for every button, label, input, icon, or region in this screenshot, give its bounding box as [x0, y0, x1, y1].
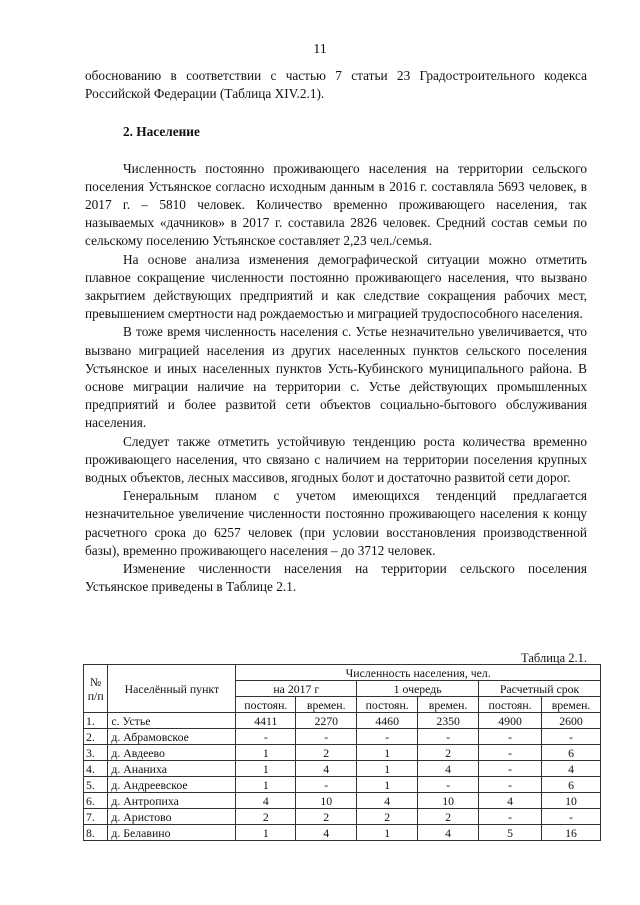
permanent-target-cell: -	[479, 729, 542, 745]
temporary-stage1-cell: 10	[418, 793, 479, 809]
permanent-stage1-cell: 1	[357, 761, 418, 777]
permanent-2017-cell: 1	[236, 777, 296, 793]
permanent-2017-cell: 1	[236, 761, 296, 777]
table-row	[84, 809, 601, 825]
header-target: Расчетный срок	[479, 681, 601, 697]
settlement-name: д. Андреевское	[108, 777, 236, 793]
header-number: № п/п	[84, 665, 108, 713]
temporary-target-cell: 16	[542, 825, 601, 841]
body-text	[85, 67, 587, 596]
row-number: 5.	[84, 777, 108, 793]
settlement-name: д. Аристово	[108, 809, 236, 825]
temporary-target-cell: 2600	[542, 713, 601, 729]
permanent-stage1-cell: 4460	[357, 713, 418, 729]
permanent-target-cell: 4	[479, 793, 542, 809]
header-permanent: постоян.	[357, 697, 418, 713]
temporary-2017-cell: 2270	[296, 713, 357, 729]
permanent-stage1-cell: 1	[357, 745, 418, 761]
row-number: 3.	[84, 745, 108, 761]
section-heading: 2. Население	[123, 124, 200, 140]
permanent-2017-cell: -	[236, 729, 296, 745]
permanent-stage1-cell: 4	[357, 793, 418, 809]
paragraph-table-intro: Изменение численности населения на территории сельского поселения Устьянское приведены в Таблице 2.1.	[85, 561, 587, 595]
row-number: 4.	[84, 761, 108, 777]
header-permanent: постоян.	[236, 697, 296, 713]
row-number: 2.	[84, 729, 108, 745]
permanent-target-cell: 5	[479, 825, 542, 841]
temporary-stage1-cell: 2350	[418, 713, 479, 729]
temporary-2017-cell: 10	[296, 793, 357, 809]
header-population: Численность населения, чел.	[236, 665, 601, 681]
table-row	[84, 761, 601, 777]
permanent-target-cell: -	[479, 745, 542, 761]
population-table	[83, 664, 601, 841]
settlement-name: д. Антропиха	[108, 793, 236, 809]
temporary-2017-cell: 2	[296, 745, 357, 761]
temporary-2017-cell: -	[296, 777, 357, 793]
permanent-stage1-cell: 2	[357, 809, 418, 825]
permanent-stage1-cell: 1	[357, 825, 418, 841]
temporary-stage1-cell: 4	[418, 761, 479, 777]
page-number: 11	[313, 42, 327, 57]
row-number: 1.	[84, 713, 108, 729]
temporary-target-cell: -	[542, 729, 601, 745]
temporary-2017-cell: 4	[296, 761, 357, 777]
settlement-name: д. Белавино	[108, 825, 236, 841]
temporary-2017-cell: -	[296, 729, 357, 745]
row-number: 7.	[84, 809, 108, 825]
temporary-target-cell: 4	[542, 761, 601, 777]
permanent-2017-cell: 4	[236, 793, 296, 809]
temporary-stage1-cell: -	[418, 729, 479, 745]
header-place: Населённый пункт	[108, 665, 236, 713]
permanent-stage1-cell: 1	[357, 777, 418, 793]
settlement-name: д. Авдеево	[108, 745, 236, 761]
header-temporary: времен.	[542, 697, 601, 713]
temporary-2017-cell: 2	[296, 809, 357, 825]
table-row	[84, 713, 601, 729]
permanent-target-cell: -	[479, 761, 542, 777]
temporary-stage1-cell: 2	[418, 745, 479, 761]
permanent-stage1-cell: -	[357, 729, 418, 745]
header-permanent: постоян.	[479, 697, 542, 713]
permanent-2017-cell: 4411	[236, 713, 296, 729]
temporary-2017-cell: 4	[296, 825, 357, 841]
table-row	[84, 729, 601, 745]
settlement-name: д. Ананиха	[108, 761, 236, 777]
permanent-target-cell: -	[479, 809, 542, 825]
paragraph-continuation: обоснованию в соответствии с частью 7 статьи 23 Градостроительного кодекса Российской Федерации (Таблица XIV.2.1).	[85, 68, 587, 102]
table-row	[84, 793, 601, 809]
permanent-target-cell: -	[479, 777, 542, 793]
temporary-target-cell: 10	[542, 793, 601, 809]
permanent-target-cell: 4900	[479, 713, 542, 729]
temporary-stage1-cell: 2	[418, 809, 479, 825]
temporary-target-cell: -	[542, 809, 601, 825]
paragraph-temporary: Следует также отметить устойчивую тенденцию роста количества временно проживающего населения, что связано с наличием на территории поселения крупных водных объектов, лесных массивов, ягодных болот и достаточно развитой сети дорог.	[85, 433, 587, 486]
table-row	[84, 825, 601, 841]
permanent-2017-cell: 2	[236, 809, 296, 825]
temporary-stage1-cell: 4	[418, 825, 479, 841]
header-2017: на 2017 г	[236, 681, 357, 697]
permanent-2017-cell: 1	[236, 745, 296, 761]
settlement-name: с. Устье	[108, 713, 236, 729]
header-temporary: времен.	[418, 697, 479, 713]
table-caption: Таблица 2.1.	[521, 651, 587, 665]
temporary-target-cell: 6	[542, 745, 601, 761]
header-stage1: 1 очередь	[357, 681, 479, 697]
paragraph-population: Численность постоянно проживающего населения на территории сельского поселения Устьянское согласно исходным данным в 2016 г. составляла 5693 человек, в 2017 г. – 5810 человек. Количество временно проживающего населения, так называемых «дачников» в 2017 г. составила 2826 человек. Средний состав семьи по сельскому поселению Устьянское составляет 2,23 чел./семья.	[85, 160, 587, 249]
paragraph-demography: На основе анализа изменения демографической ситуации можно отметить плавное сокращение численности постоянно проживающего населения, что вызвано закрытием действующих предприятий и как следствие сокращения рабочих мест, превышением смертности над рождаемостью и миграцией трудоспособного населения.	[85, 251, 587, 322]
settlement-name: д. Абрамовское	[108, 729, 236, 745]
paragraph-migration: В тоже время численность населения с. Устье незначительно увеличивается, что вызвано миграцией населения из других населенных пунктов сельского поселения Устьянское и иных населенных пунктов Усть-Кубинского муниципального района. В основе миграции наличие на территории с. Устье действующих промышленных предприятий и более развитой сети объектов социально-бытового обслуживания населения.	[85, 324, 587, 431]
row-number: 6.	[84, 793, 108, 809]
table-row	[84, 777, 601, 793]
temporary-target-cell: 6	[542, 777, 601, 793]
paragraph-forecast: Генеральным планом с учетом имеющихся тенденций предлагается незначительное увеличение численности постоянно проживающего населения к концу расчетного срока до 6257 человек (при условии восстановления производственной базы), временно проживающего населения – до 3712 человек.	[85, 488, 587, 558]
table-header-row	[84, 665, 601, 681]
header-temporary: времен.	[296, 697, 357, 713]
temporary-stage1-cell: -	[418, 777, 479, 793]
permanent-2017-cell: 1	[236, 825, 296, 841]
row-number: 8.	[84, 825, 108, 841]
table-row	[84, 745, 601, 761]
